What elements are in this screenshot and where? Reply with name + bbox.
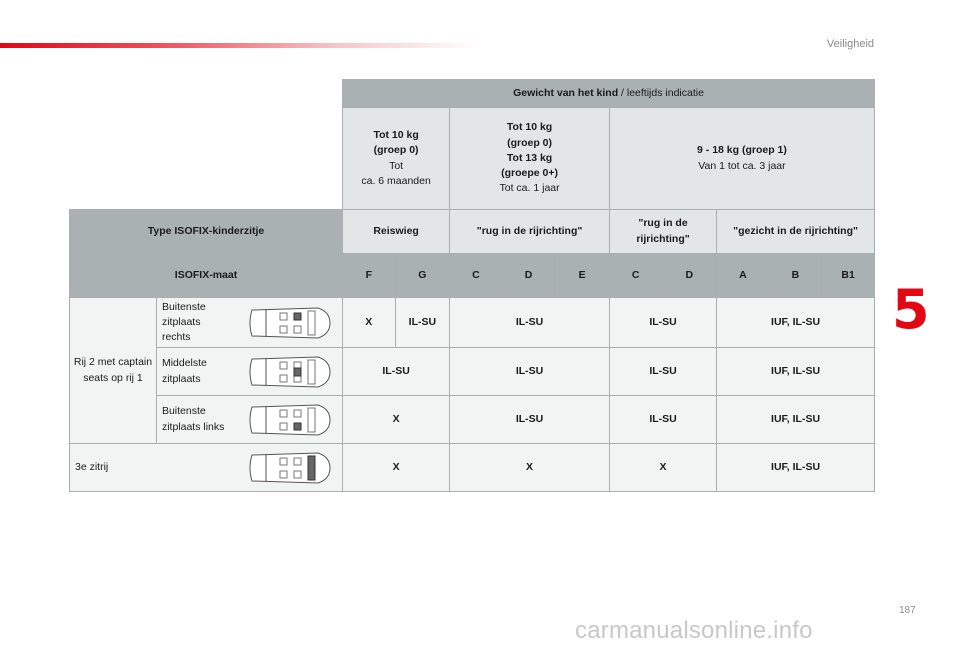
weight-groups-row — [70, 108, 875, 210]
seat-position-label: 3e zitrij — [75, 460, 109, 473]
compat-cell: IL-SU — [343, 348, 450, 396]
isofix-table — [69, 79, 875, 492]
isofix-size-row — [70, 254, 875, 298]
compat-cell: IL-SU — [609, 396, 716, 444]
table-row — [70, 396, 875, 444]
section-title: Veiligheid — [826, 38, 874, 50]
chapter-number: 5 — [892, 278, 930, 341]
table-row — [70, 348, 875, 396]
size-cell: B — [769, 254, 822, 298]
compat-cell: IL-SU — [609, 298, 716, 348]
group-1-cell: 9 - 18 kg (groep 1) Van 1 tot ca. 3 jaar — [609, 108, 874, 210]
size-cell: C — [450, 254, 503, 298]
compat-cell: IL-SU — [450, 298, 610, 348]
compat-cell: X — [450, 444, 610, 492]
car-seat-diagram-icon — [246, 399, 332, 441]
watermark: carmanualsonline.info — [575, 617, 813, 644]
header-accent-bar — [0, 43, 480, 48]
car-seat-diagram-icon — [246, 302, 332, 344]
type-cell: "rug in de rijrichting" — [450, 210, 610, 254]
table-row — [70, 444, 875, 492]
compat-cell: IL-SU — [395, 298, 450, 348]
car-seat-diagram-icon — [246, 351, 332, 393]
size-cell: G — [395, 254, 450, 298]
seat-position-cell — [156, 348, 342, 396]
size-cell: A — [717, 254, 770, 298]
seat-type-row — [70, 210, 875, 254]
compat-cell: X — [343, 444, 450, 492]
compat-cell: X — [343, 298, 396, 348]
compat-cell: X — [609, 444, 716, 492]
type-cell: "rug in de rijrichting" — [609, 210, 716, 254]
seat-position-label: Buitenste zitplaats links — [161, 405, 225, 433]
seat-position-cell — [156, 298, 342, 348]
compat-cell: IL-SU — [609, 348, 716, 396]
compat-cell: IL-SU — [450, 396, 610, 444]
size-label: ISOFIX-maat — [70, 254, 343, 298]
seat-position-label: Buitenste zitplaats rechts — [161, 300, 206, 344]
compat-cell: IUF, IL-SU — [717, 396, 875, 444]
page-number: 187 — [899, 605, 916, 616]
compat-cell: X — [343, 396, 450, 444]
compat-cell: IUF, IL-SU — [717, 444, 875, 492]
type-cell: "gezicht in de rijrichting" — [717, 210, 875, 254]
group-0-cell: Tot 10 kg (groep 0) Tot ca. 6 maanden — [343, 108, 450, 210]
size-cell: E — [555, 254, 610, 298]
group-0plus-cell: Tot 10 kg (groep 0) Tot 13 kg (groepe 0+) Tot ca. 1 jaar — [450, 108, 610, 210]
car-seat-diagram-icon — [246, 447, 332, 489]
size-cell: C — [609, 254, 662, 298]
seat-position-cell — [70, 444, 343, 492]
size-cell: B1 — [822, 254, 875, 298]
size-cell: D — [662, 254, 717, 298]
weight-header-row — [70, 80, 875, 108]
size-cell: F — [343, 254, 396, 298]
compat-cell: IUF, IL-SU — [717, 298, 875, 348]
type-label: Type ISOFIX-kinderzitje — [70, 210, 343, 254]
table-row — [70, 298, 875, 348]
row-2-label: Rij 2 met captain seats op rij 1 — [70, 298, 157, 444]
type-cell: Reiswieg — [343, 210, 450, 254]
weight-header: Gewicht van het kind / leeftijds indicatie — [343, 80, 875, 108]
seat-position-cell — [156, 396, 342, 444]
compat-cell: IUF, IL-SU — [717, 348, 875, 396]
size-cell: D — [502, 254, 555, 298]
seat-position-label: Middelste zitplaats — [161, 357, 207, 385]
compat-cell: IL-SU — [450, 348, 610, 396]
